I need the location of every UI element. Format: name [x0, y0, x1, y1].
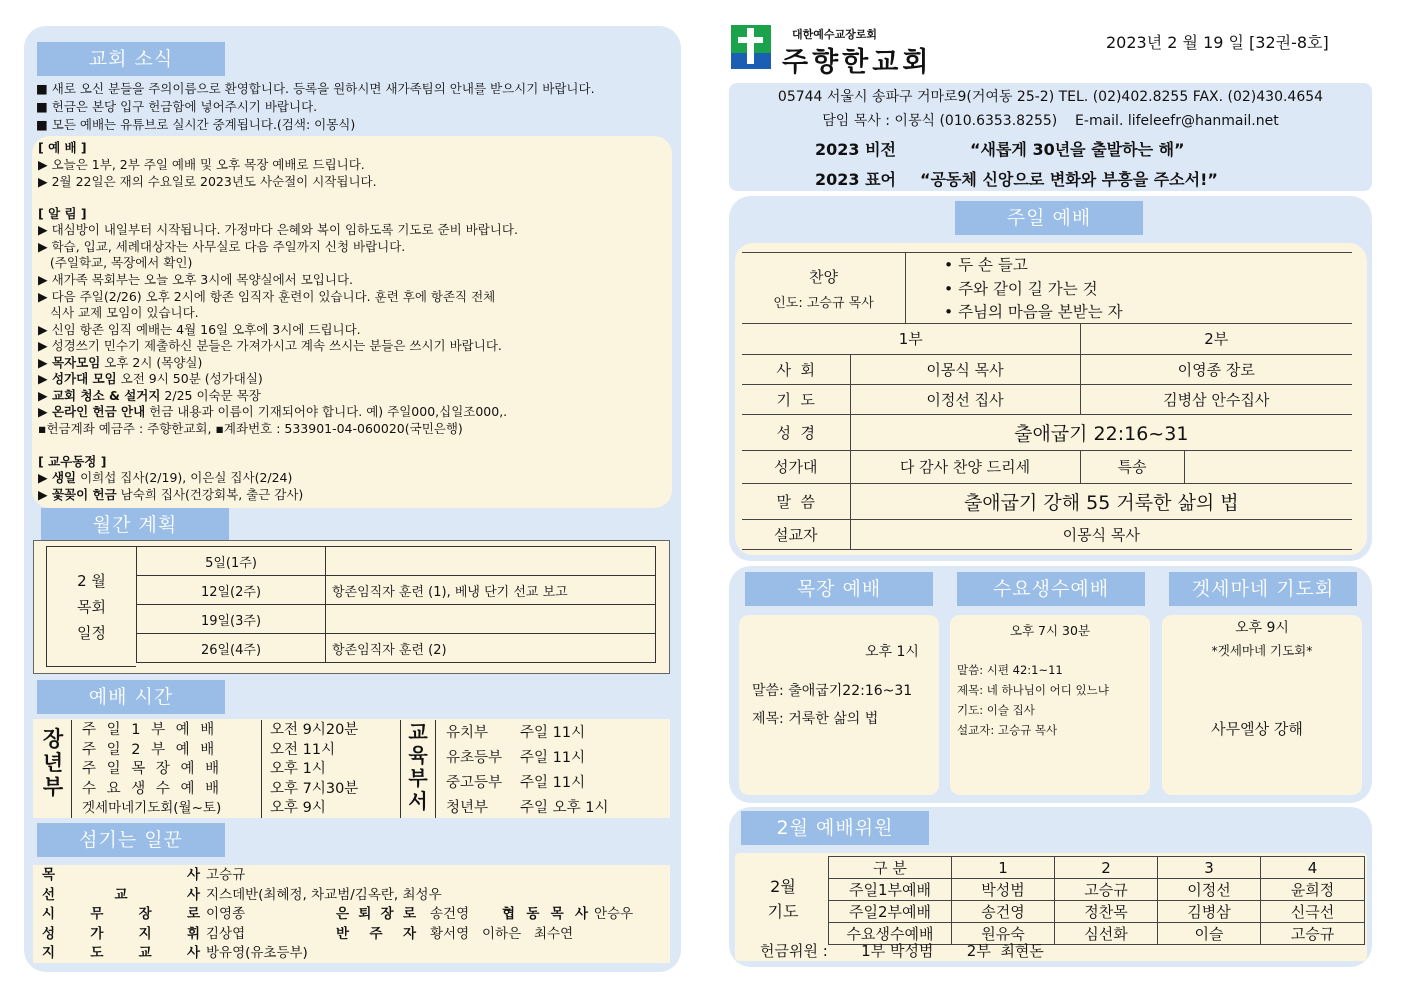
- cell: 정찬목: [1055, 901, 1158, 923]
- gethsemane-topic: 사무엘상 강해: [1211, 720, 1303, 738]
- announcement-line: ▶ 신임 항존 임직 예배는 4월 16일 오후에 3시에 드립니다.: [38, 322, 361, 337]
- event-cell: 항존임직자 훈련 (1), 베냉 단기 선교 보고: [326, 576, 656, 605]
- wednesday-detail: [957, 660, 1109, 740]
- special-song: [1184, 450, 1352, 483]
- gethsemane-time: 오후 9시: [1235, 620, 1289, 636]
- church-logo: [731, 25, 771, 69]
- hymn-item: • 주님의 마음을 본받는 자: [944, 303, 1123, 321]
- table-row: [137, 634, 656, 663]
- table-row: [137, 576, 656, 605]
- cell: 박성범: [952, 879, 1055, 901]
- header-cell: 1: [952, 857, 1055, 879]
- edu-row: [446, 771, 608, 796]
- section-divider: [400, 720, 401, 818]
- item-text: 오후 2시 (목양실): [100, 355, 203, 370]
- table-row: [829, 857, 1365, 879]
- host-1: 이몽식 목사: [850, 354, 1080, 384]
- sunday-header: 주일 예배: [955, 201, 1143, 235]
- week-cell: 5일(1주): [137, 547, 326, 576]
- wednesday-line: 제목: 네 하나님이 어디 있느냐: [957, 683, 1109, 697]
- dept-name: 청년부: [446, 800, 489, 816]
- dept-name: 중고등부: [446, 775, 503, 791]
- item-text: 2/25 이숙문 목장: [160, 388, 261, 403]
- wednesday-line: 말씀: 시편 42:1~11: [957, 663, 1063, 677]
- dept-time: 주일 오후 1시: [520, 800, 609, 816]
- row-label: 성 경: [742, 414, 850, 450]
- cross-logo-icon: [731, 25, 771, 69]
- announcement-line: 식사 교제 모임이 있습니다.: [38, 305, 199, 320]
- wednesday-line: 설교자: 고승규 목사: [957, 723, 1058, 737]
- offering-account: ▪헌금계좌 예금주 : 주향한교회, ▪계좌번호 : 533901-04-060020(국민은행): [38, 421, 463, 436]
- staff-row: [42, 905, 633, 925]
- week-cell: 26일(4주): [137, 634, 326, 663]
- announcement-line: ▶ 다음 주일(2/26) 오후 2시에 항존 임직자 훈련이 있습니다. 훈련 후에 항존직 전체: [38, 289, 496, 304]
- row-label: 기 도: [742, 384, 850, 414]
- adult-row: [82, 780, 358, 800]
- service-time: 오후 9시: [270, 800, 326, 816]
- event-cell: [326, 605, 656, 634]
- staff-role: 반 주 자: [336, 925, 416, 942]
- week-cell: 19일(3주): [137, 605, 326, 634]
- item-text: 헌금 내용과 이름이 기재되어야 합니다. 예) 주일000,십일조000,.: [145, 404, 508, 419]
- announcement-line: ▶ 성경쓰기 민수기 제출하신 분들은 가져가시고 계속 쓰시는 분들은 쓰시기 바랍니다.: [38, 338, 502, 353]
- service-name: 겟세마네기도회(월~토): [82, 800, 222, 816]
- dept-time: 주일 11시: [520, 750, 586, 766]
- staff-header: 섬기는 일꾼: [37, 823, 225, 857]
- staff-names: 김상엽: [206, 925, 246, 942]
- week-cell: 12일(2주): [137, 576, 326, 605]
- adult-row: [82, 799, 358, 819]
- edu-label-char: 부: [408, 766, 428, 790]
- committee-header: 2월 예배위원: [741, 811, 929, 845]
- edu-times: [446, 721, 608, 821]
- column-header: 1부: [742, 324, 1080, 354]
- adult-label-char: 년: [42, 751, 64, 775]
- wednesday-time: 오후 7시 30분: [1009, 623, 1091, 638]
- row-label: 성가대: [742, 450, 850, 483]
- staff-row: [42, 925, 633, 945]
- cell: 주일1부예배: [829, 879, 952, 901]
- cell: 주일2부예배: [829, 901, 952, 923]
- cell-time: 오후 1시: [865, 644, 919, 660]
- header-cell: 2: [1055, 857, 1158, 879]
- choir-song: 다 감사 찬양 드리세: [850, 450, 1080, 483]
- event-cell: [326, 547, 656, 576]
- service-name: 주 일 1 부 예 배: [82, 722, 218, 738]
- table-row: [742, 414, 1352, 450]
- table-row: [742, 324, 1352, 354]
- news-line: ■ 새로 오신 분들을 주의이름으로 환영합니다. 등록을 원하시면 새가족팀의 안내를 받으시기 바랍니다.: [36, 81, 595, 96]
- church-address: 05744 서울시 송파구 거마로9(거여동 25-2) TEL. (02)402.8255 FAX. (02)430.4654: [777, 89, 1324, 105]
- table-row: [742, 450, 1352, 483]
- dept-time: 주일 11시: [520, 775, 586, 791]
- item-label: ▶ 목자모임: [38, 355, 101, 370]
- sunday-order-table: [742, 324, 1352, 550]
- worship-notice-line: ▶ 2월 22일은 재의 수요일로 2023년도 사순절이 시작됩니다.: [38, 174, 377, 189]
- staff-role: 성 가 지 휘: [42, 925, 200, 942]
- edu-divider: [435, 720, 436, 818]
- dept-name: 유초등부: [446, 750, 503, 766]
- monthly-label: 2 월: [77, 571, 106, 590]
- service-name: 주 일 목 장 예 배: [82, 761, 223, 777]
- row-label: 사 회: [742, 354, 850, 384]
- hymn-label: 찬양: [809, 268, 838, 286]
- cell: 이슬: [1158, 923, 1261, 945]
- cell-word: 말씀: 출애굽기22:16~31: [752, 683, 913, 699]
- announcement-bold-item: [38, 355, 202, 371]
- prayer-1: 이정선 집사: [850, 384, 1080, 414]
- staff-role: 은 퇴 장 로: [336, 906, 416, 922]
- committee-label: [742, 874, 824, 924]
- news-header: 교회 소식: [37, 42, 225, 76]
- staff-names: 황서영 이하은 최수연: [430, 925, 574, 942]
- hymn-leader: 인도: 고승규 목사: [773, 296, 874, 311]
- announcement-bold-item: [38, 388, 261, 404]
- edu-label: [403, 721, 433, 813]
- staff-names: 지스데반(최혜정, 차교범/김옥란, 최성우: [206, 886, 442, 903]
- cell: 김병삼: [1158, 901, 1261, 923]
- announcement-heading: [ 알 림 ]: [38, 206, 87, 221]
- cell: 신극선: [1261, 901, 1365, 923]
- adult-row: [82, 721, 358, 741]
- cell-header: 목장 예배: [745, 572, 933, 606]
- staff-list: [42, 866, 633, 964]
- cell: 윤희정: [1261, 879, 1365, 901]
- edu-row: [446, 796, 608, 821]
- staff-role: 목 사: [42, 867, 200, 883]
- header-cell: 4: [1261, 857, 1365, 879]
- item-label: ▶ 온라인 헌금 안내: [38, 404, 146, 419]
- staff-row: [42, 866, 633, 886]
- service-name: 수 요 생 수 예 배: [82, 780, 223, 797]
- cell: 고승규: [1055, 879, 1158, 901]
- church-name: 주향한교회: [782, 47, 933, 78]
- header-cell: 3: [1158, 857, 1261, 879]
- hymn-item: • 두 손 들고: [944, 256, 1028, 274]
- announcement-bold-item: [38, 371, 263, 387]
- adult-label-char: 장: [42, 727, 64, 751]
- event-cell: 항존임직자 훈련 (2): [326, 634, 656, 663]
- dept-time: 주일 11시: [520, 725, 586, 741]
- vision-text: “새롭게 30년을 출발하는 해”: [970, 140, 1185, 159]
- sermon-title: 출애굽기 강해 55 거룩한 삶의 법: [850, 483, 1352, 519]
- table-row: [742, 519, 1352, 549]
- column-header: 2부: [1080, 324, 1352, 354]
- announcement-line: ▶ 새가족 목회부는 오늘 오후 3시에 목양실에서 모입니다.: [38, 272, 354, 287]
- monthly-label: 목회: [77, 597, 106, 616]
- edu-row: [446, 721, 608, 746]
- adult-row: [82, 741, 358, 761]
- adult-label: [38, 727, 68, 799]
- motto-text: “공동체 신앙으로 변화와 부흥을 주소서!”: [920, 170, 1218, 189]
- edu-label-char: 서: [408, 789, 428, 813]
- staff-role: 시 무 장 로: [42, 906, 200, 922]
- staff-names: 송건영: [430, 906, 470, 922]
- table-row: [742, 384, 1352, 414]
- committee-table: [828, 856, 1365, 945]
- item-text: 남숙희 집사(건강회복, 출근 감사): [116, 487, 304, 502]
- staff-names: 방유영(유초등부): [206, 945, 308, 961]
- service-time: 오후 1시: [270, 761, 326, 777]
- dept-name: 유치부: [446, 725, 489, 741]
- hymn-item: • 주와 같이 길 가는 것: [944, 279, 1098, 298]
- item-text: 이희섭 집사(2/19), 이은실 집사(2/24): [76, 470, 293, 485]
- adult-divider: [71, 720, 72, 818]
- fellowship-item: [38, 470, 292, 486]
- offering-committee: 헌금위원 : 1부 박성범 2부 최현돈: [760, 942, 1044, 960]
- edu-label-char: 교: [408, 720, 428, 744]
- table-row: [829, 879, 1365, 901]
- monthly-table: [136, 546, 656, 663]
- service-time: 오전 11시: [270, 741, 336, 758]
- staff-role: 선 교 사: [42, 886, 200, 903]
- cell: 고승규: [1261, 923, 1365, 945]
- service-time: 오후 7시30분: [270, 780, 359, 797]
- announcement-line: ▶ 대심방이 내일부터 시작됩니다. 가정마다 은혜와 복이 임하도록 기도로 준비 바랍니다.: [38, 222, 518, 237]
- edu-row: [446, 746, 608, 771]
- table-row: [742, 354, 1352, 384]
- staff-names: 이영종: [206, 906, 246, 922]
- item-text: 오전 9시 50분 (성가대실): [116, 371, 263, 386]
- item-label: ▶ 꽃꽂이 헌금: [38, 487, 117, 502]
- hymn-divider: [905, 252, 906, 324]
- monthly-header: 월간 계획: [41, 508, 229, 542]
- row-label: 설교자: [742, 519, 850, 549]
- staff-names: 안승우: [594, 906, 634, 922]
- news-line: ■ 모든 예배는 유튜브로 실시간 중계됩니다.(검색: 이몽식): [36, 117, 356, 132]
- worship-notice-line: ▶ 오늘은 1부, 2부 주일 예배 및 오후 목장 예배로 드립니다.: [38, 157, 365, 172]
- cell: 수요생수예배: [829, 923, 952, 945]
- staff-names: 고승규: [206, 867, 246, 883]
- monthly-label: 일정: [77, 623, 106, 642]
- cell: 송건영: [952, 901, 1055, 923]
- news-line: ■ 헌금은 본당 입구 헌금함에 넣어주시기 바랍니다.: [36, 99, 318, 114]
- committee-label-line: 2월: [770, 877, 796, 896]
- hymn-list: [944, 254, 1123, 325]
- scripture: 출애굽기 22:16~31: [850, 414, 1352, 450]
- item-label: ▶ 교회 청소 & 설거지: [38, 388, 161, 403]
- item-label: ▶ 성가대 모임: [38, 371, 117, 386]
- worship-notice-heading: [ 예 배 ]: [38, 140, 87, 155]
- vision-label: 2023 비전: [815, 140, 897, 159]
- staff-role: 협 동 목 사: [502, 906, 588, 922]
- table-row: [829, 901, 1365, 923]
- service-name: 주 일 2 부 예 배: [82, 741, 218, 758]
- monthly-label-box: [46, 546, 136, 667]
- edu-label-char: 육: [408, 743, 428, 767]
- pastor-contact: 담임 목사 : 이몽식 (010.6353.8255) E-mail. lifeleefr@hanmail.net: [822, 113, 1279, 129]
- committee-label-line: 기도: [767, 902, 799, 921]
- announcement-bold-item: [38, 404, 507, 420]
- adult-row: [82, 760, 358, 780]
- row-label: 말 씀: [742, 483, 850, 519]
- cell: 원유숙: [952, 923, 1055, 945]
- staff-row: [42, 886, 633, 906]
- motto-label: 2023 표어: [815, 170, 897, 189]
- fellowship-item: [38, 487, 303, 503]
- host-2: 이영종 장로: [1080, 354, 1352, 384]
- special-label: 특송: [1080, 450, 1184, 483]
- adult-times: [82, 721, 358, 819]
- issue-date: 2023년 2 월 19 일 [32권-8호]: [1106, 33, 1329, 52]
- adult-label-char: 부: [42, 775, 64, 799]
- staff-role: 지 도 교 사: [42, 945, 200, 961]
- cell: 이정선: [1158, 879, 1261, 901]
- wednesday-header: 수요생수예배: [957, 572, 1145, 606]
- service-time: 오전 9시20분: [270, 722, 359, 738]
- staff-row: [42, 944, 633, 964]
- gethsemane-header: 겟세마네 기도회: [1169, 572, 1357, 606]
- cell-subject: 제목: 거룩한 삶의 법: [752, 711, 879, 727]
- table-row: [742, 483, 1352, 519]
- wednesday-line: 기도: 이슬 집사: [957, 703, 1035, 717]
- times-header: 예배 시간: [37, 680, 225, 714]
- preacher: 이몽식 목사: [850, 519, 1352, 549]
- item-label: ▶ 생일: [38, 470, 77, 485]
- fellowship-heading: [ 교우동정 ]: [38, 454, 107, 469]
- cell: 심선화: [1055, 923, 1158, 945]
- gethsemane-sub: *겟세마네 기도회*: [1211, 643, 1313, 658]
- announcement-line: (주일학교, 목장에서 확인): [38, 255, 193, 270]
- table-row: [137, 605, 656, 634]
- prayer-2: 김병삼 안수집사: [1080, 384, 1352, 414]
- table-row: [137, 547, 656, 576]
- announcement-line: ▶ 학습, 입교, 세례대상자는 사무실로 다음 주일까지 신청 바랍니다.: [38, 239, 406, 254]
- denomination: 대한예수교장로회: [792, 28, 878, 41]
- header-cell: 구 분: [829, 857, 952, 879]
